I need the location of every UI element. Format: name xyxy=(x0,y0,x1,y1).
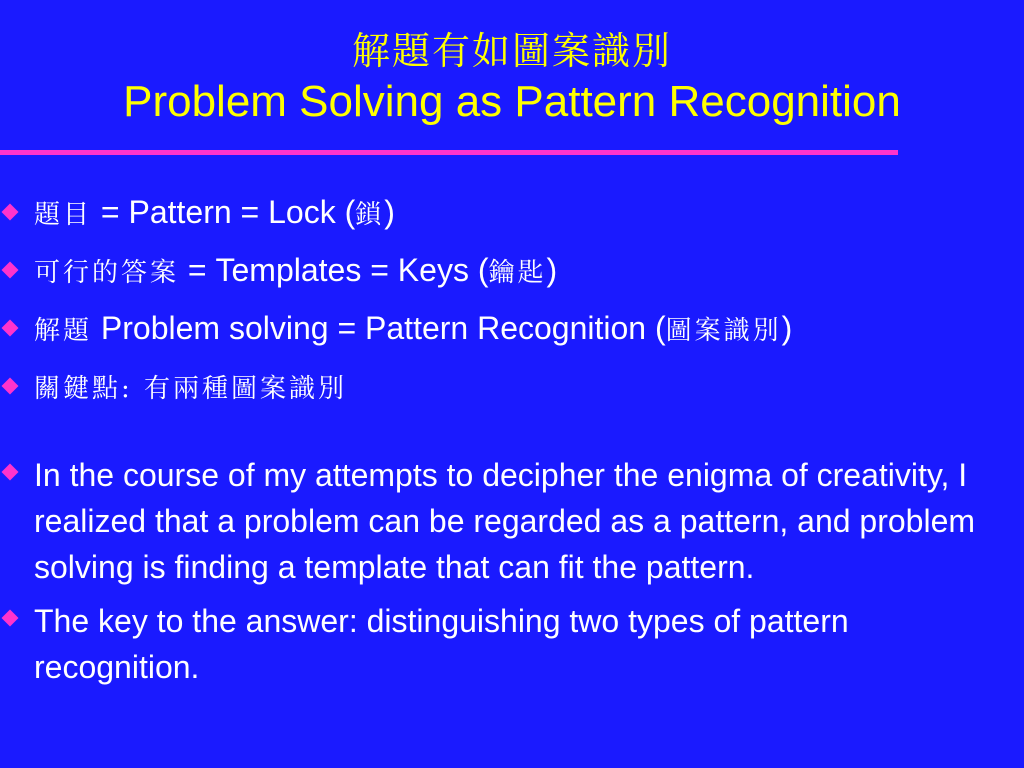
bullet-chinese-inline: 圖案識別 xyxy=(665,316,782,346)
diamond-bullet-icon xyxy=(2,378,19,395)
paragraph-item xyxy=(0,452,1024,590)
bullet-list-top xyxy=(0,192,1024,424)
bullet-chinese: 題目 xyxy=(34,200,93,230)
bullet-english: = Pattern = Lock ( xyxy=(92,194,356,230)
bullet-chinese: 可行的答案 xyxy=(34,258,180,288)
bullet-list-bottom xyxy=(0,452,1024,698)
title-chinese: 解題有如圖案識別 xyxy=(351,29,672,73)
diamond-bullet-icon xyxy=(2,464,19,481)
bullet-english: = Templates = Keys ( xyxy=(179,252,489,288)
bullet-item xyxy=(0,250,1024,308)
diamond-bullet-icon xyxy=(2,610,19,627)
bullet-chinese: 關鍵點: 有兩種圖案識別 xyxy=(34,374,348,404)
bullet-chinese: 解題 xyxy=(34,316,93,346)
bullet-item xyxy=(0,308,1024,366)
bullet-text xyxy=(34,192,395,235)
paragraph-text: In the course of my attempts to decipher the enigma of creativity, I realized that a problem can be regarded as a pattern, and problem solving is finding a template that can fit the pattern. xyxy=(34,457,976,585)
title-divider xyxy=(0,150,898,155)
bullet-text xyxy=(34,308,792,351)
bullet-item xyxy=(0,366,1024,424)
title-english: Problem Solving as Pattern Recognition xyxy=(123,77,901,126)
bullet-english-end: ) xyxy=(546,252,558,288)
bullet-english: Problem solving = Pattern Recognition ( xyxy=(92,310,666,346)
bullet-english-end: ) xyxy=(781,310,793,346)
slide-title xyxy=(0,28,1024,128)
bullet-item xyxy=(0,192,1024,250)
bullet-text xyxy=(34,250,557,293)
bullet-english-end: ) xyxy=(384,194,395,230)
bullet-chinese-inline: 鎖 xyxy=(355,200,385,230)
paragraph-item xyxy=(0,598,1024,690)
diamond-bullet-icon xyxy=(2,320,19,337)
diamond-bullet-icon xyxy=(2,262,19,279)
bullet-chinese-inline: 鑰匙 xyxy=(488,258,547,288)
bullet-text xyxy=(34,366,347,409)
diamond-bullet-icon xyxy=(2,204,19,221)
paragraph-text: The key to the answer: distinguishing two types of pattern recognition. xyxy=(34,603,849,685)
